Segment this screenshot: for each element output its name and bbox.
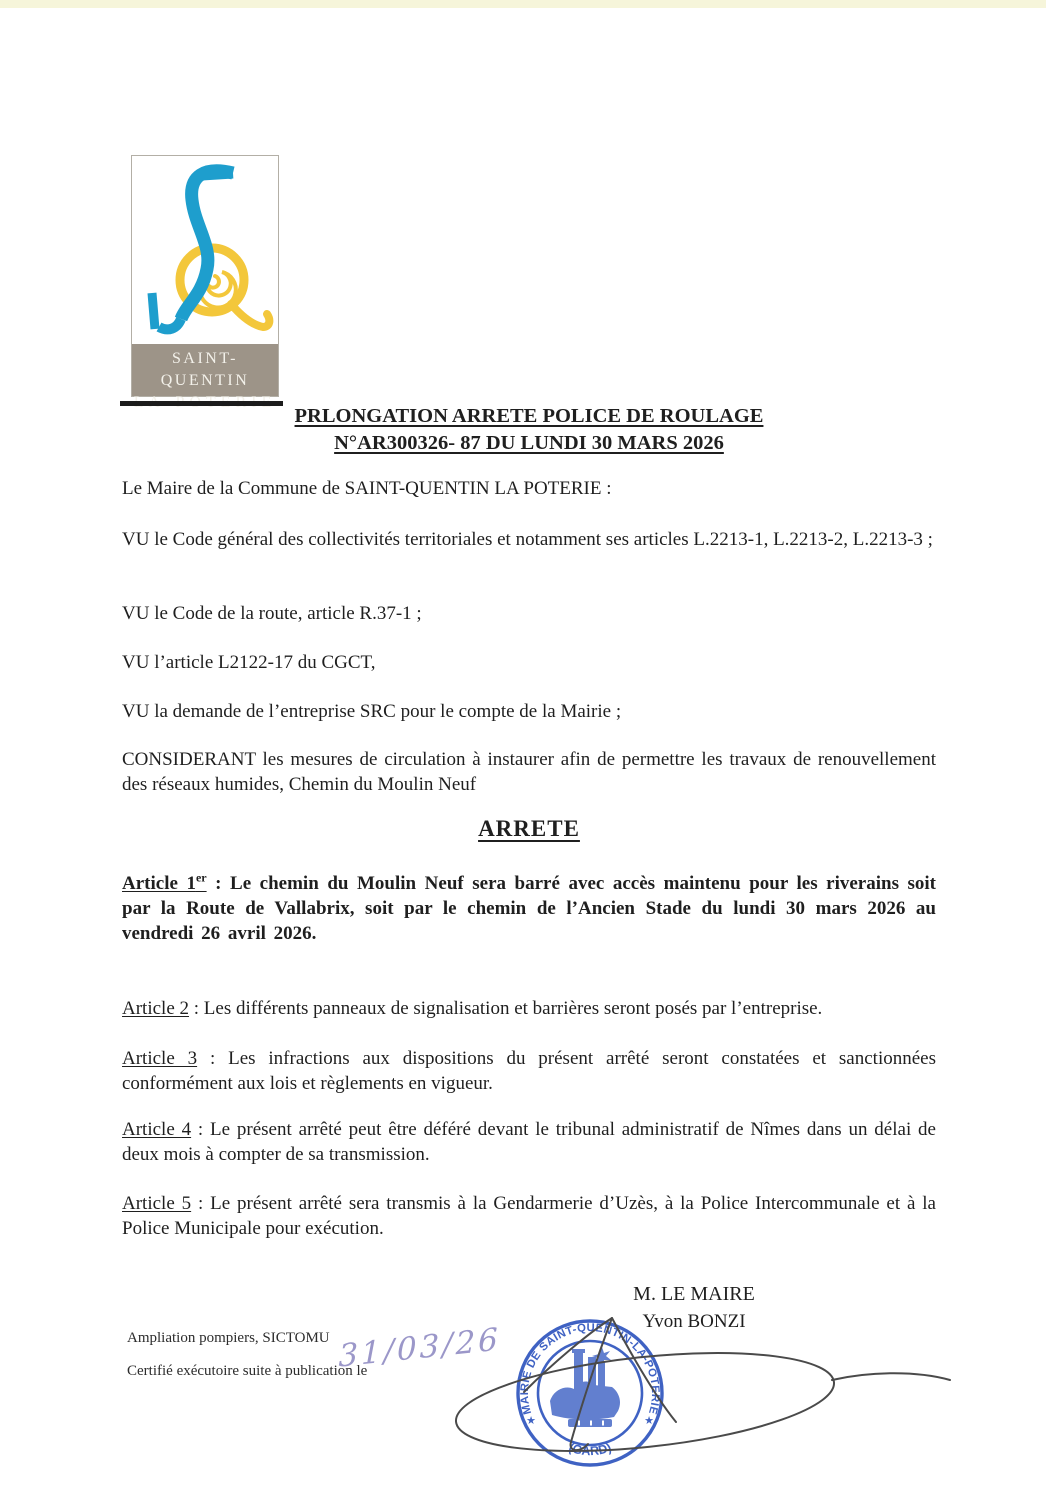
recital-vu-4: VU la demande de l’entreprise SRC pour le compte de la Mairie ; xyxy=(122,701,622,722)
title-line1: PRLONGATION ARRETE POLICE DE ROULAGE xyxy=(294,405,764,427)
article-4-text: : Le présent arrêté peut être déféré devant le tribunal administratif de Nîmes dans un délai de deux mois à compter de sa transmission. xyxy=(122,1119,936,1165)
intro-line: Le Maire de la Commune de SAINT-QUENTIN LA POTERIE : xyxy=(122,478,612,499)
logo-band-line1: SAINT-QUENTIN xyxy=(160,350,250,389)
handwritten-date: 31/03/26 xyxy=(338,1321,501,1375)
article-5-text: : Le présent arrêté sera transmis à la Gendarmerie d’Uzès, à la Police Intercommunale et à la Police Municipale pour exécution. xyxy=(122,1193,936,1239)
certifie-note: Certifié exécutoire suite à publication le xyxy=(127,1363,368,1379)
recital-vu-3: VU l’article L2122-17 du CGCT, xyxy=(122,652,376,673)
article-3-label: Article 3 xyxy=(122,1048,198,1069)
commune-logo xyxy=(131,155,279,397)
article-1-label-wrap xyxy=(122,870,207,894)
stamp-arc-text: MAIRIE DE SAINT-QUENTIN-LA-POTERIE xyxy=(518,1321,662,1416)
stamp-star-left: ★ xyxy=(526,1415,536,1427)
article-4-label: Article 4 xyxy=(122,1119,192,1140)
logo-sq-monogram-icon xyxy=(132,156,278,344)
title-line2: N°AR300326- 87 DU LUNDI 30 MARS 2026 xyxy=(334,432,724,454)
stamp-bottom-text: (GARD) xyxy=(566,1440,614,1459)
article-2-label: Article 2 xyxy=(122,998,190,1019)
article-3 xyxy=(122,1046,936,1096)
article-1 xyxy=(122,871,936,946)
article-4 xyxy=(122,1117,936,1167)
article-1-text: : Le chemin du Moulin Neuf sera barré avec accès maintenu pour les riverains soit par la Route de Vallabrix, soit par le chemin de l’Ancien Stade du lundi 30 mars 2026 au vendredi 26 avril 2026. xyxy=(122,873,936,944)
recital-considerant: CONSIDERANT les mesures de circulation à instaurer afin de permettre les travaux de renouvellement des réseaux humides, Chemin du Moulin Neuf xyxy=(122,749,936,795)
article-5-label: Article 5 xyxy=(122,1193,192,1214)
signature-title: M. LE MAIRE xyxy=(633,1283,755,1305)
signature-name: Yvon BONZI xyxy=(642,1311,746,1332)
arrete-heading: ARRETE xyxy=(478,816,580,841)
article-2-text: : Les différents panneaux de signalisation et barrières seront posés par l’entreprise. xyxy=(189,998,823,1019)
article-2 xyxy=(122,996,936,1021)
article-3-text: : Les infractions aux dispositions du présent arrêté seront constatées et sanctionnées conformément aux lois et règlements en vigueur. xyxy=(122,1048,936,1094)
stamp-star-right: ★ xyxy=(644,1415,654,1427)
scan-edge-artifact xyxy=(0,0,1046,8)
article-1-sup: er xyxy=(195,870,207,885)
document-title xyxy=(0,403,1058,457)
logo-band xyxy=(132,344,278,396)
mayor-signature xyxy=(430,1290,960,1480)
article-5 xyxy=(122,1191,936,1241)
recital-vu-2: VU le Code de la route, article R.37-1 ; xyxy=(122,603,422,624)
article-1-label: Article 1 xyxy=(122,873,196,894)
ampliation-note: Ampliation pompiers, SICTOMU xyxy=(127,1330,330,1346)
recital-vu-1: VU le Code général des collectivités territoriales et notamment ses articles L.2213-1, L.2213-2, L.2213-3 ; xyxy=(122,529,933,550)
